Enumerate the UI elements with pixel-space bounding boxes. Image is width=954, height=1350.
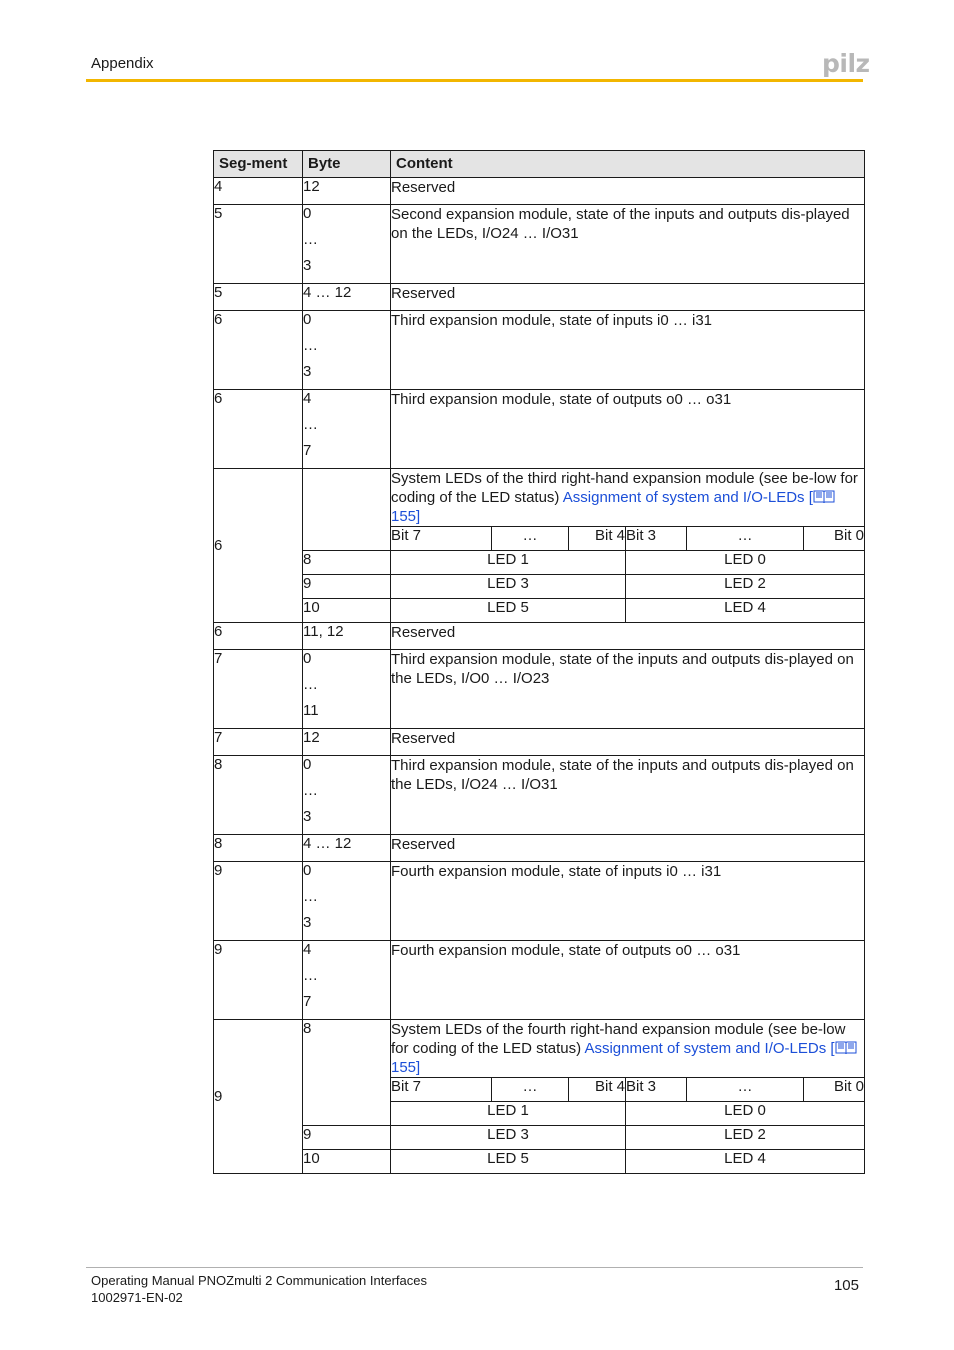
byte-cell: 9 xyxy=(303,1126,391,1150)
segment-table xyxy=(213,150,865,1174)
content-text: Third expansion module, state of the inputs and outputs dis-played on the LEDs, I/O24 … I/O31 xyxy=(391,757,854,793)
content-cell xyxy=(391,623,865,650)
content-text: Reserved xyxy=(391,624,456,641)
content-text: Third expansion module, state of the inputs and outputs dis-played on the LEDs, I/O0 … I/O23 xyxy=(391,651,854,687)
bit-label: Bit 4 xyxy=(569,527,626,551)
bit-label: Bit 0 xyxy=(804,527,865,551)
byte-cell xyxy=(303,756,391,835)
led-high-cell: LED 3 xyxy=(391,1126,626,1150)
byte-value: 7 xyxy=(303,993,312,1010)
byte-value: 0 xyxy=(303,756,312,773)
byte-value: 11, 12 xyxy=(303,623,344,640)
page-reference-link[interactable]: 155] xyxy=(391,1059,421,1076)
pilz-logo: pilz xyxy=(822,49,870,78)
led-low-cell: LED 0 xyxy=(626,1102,865,1126)
led-high-cell: LED 1 xyxy=(391,551,626,575)
led-intro-row xyxy=(214,1020,865,1078)
byte-value: 11 xyxy=(303,702,319,719)
segment-cell: 6 xyxy=(214,623,303,650)
segment-cell: 6 xyxy=(214,469,303,623)
led-high-cell: LED 1 xyxy=(391,1102,626,1126)
led-row xyxy=(214,599,865,623)
table-header-row xyxy=(214,151,865,178)
byte-cell xyxy=(303,835,391,862)
byte-cell xyxy=(303,469,391,551)
content-text: Third expansion module, state of outputs o0 … o31 xyxy=(391,391,732,408)
table-row xyxy=(214,835,865,862)
bit-label: … xyxy=(492,1078,569,1102)
content-text: Reserved xyxy=(391,285,456,302)
assignment-link[interactable]: Assignment of system and I/O-LEDs [ xyxy=(584,1040,835,1057)
byte-cell: 10 xyxy=(303,599,391,623)
led-intro-text: System LEDs of the fourth right-hand expansion module (see be-low for coding of the LED status) xyxy=(391,1021,846,1057)
table-row xyxy=(214,178,865,205)
byte-value: 7 xyxy=(303,442,312,459)
byte-cell xyxy=(303,729,391,756)
bit-label: … xyxy=(492,527,569,551)
content-cell xyxy=(391,756,865,835)
byte-cell xyxy=(303,205,391,284)
table-row xyxy=(214,284,865,311)
table-row xyxy=(214,311,865,390)
byte-cell xyxy=(303,941,391,1020)
byte-value: 4 xyxy=(303,941,312,958)
byte-cell xyxy=(303,284,391,311)
bit-label: Bit 3 xyxy=(626,527,687,551)
byte-value: 12 xyxy=(303,729,320,746)
bit-label: … xyxy=(687,527,804,551)
byte-cell xyxy=(303,311,391,390)
led-intro-row xyxy=(214,469,865,527)
table-row xyxy=(214,623,865,650)
led-low-cell: LED 0 xyxy=(626,551,865,575)
byte-value: 3 xyxy=(303,808,312,825)
header-content: Content xyxy=(391,151,865,178)
table-row xyxy=(214,205,865,284)
segment-cell: 5 xyxy=(214,284,303,311)
segment-cell: 4 xyxy=(214,178,303,205)
bit-label: … xyxy=(687,1078,804,1102)
content-text: Reserved xyxy=(391,730,456,747)
table-row xyxy=(214,862,865,941)
led-low-cell: LED 4 xyxy=(626,599,865,623)
assignment-link[interactable]: Assignment of system and I/O-LEDs [ xyxy=(562,489,813,506)
byte-value: 0 xyxy=(303,650,312,667)
byte-value: … xyxy=(303,888,318,905)
content-cell xyxy=(391,835,865,862)
led-row xyxy=(214,551,865,575)
byte-cell xyxy=(303,623,391,650)
byte-value: … xyxy=(303,967,318,984)
page-reference-link[interactable]: 155] xyxy=(391,508,421,525)
led-intro-text: System LEDs of the third right-hand expansion module (see be-low for coding of the LED status) xyxy=(391,470,858,506)
led-high-cell: LED 5 xyxy=(391,1150,626,1174)
content-cell xyxy=(391,650,865,729)
segment-cell: 9 xyxy=(214,941,303,1020)
bit-label: Bit 7 xyxy=(391,527,492,551)
byte-cell: 10 xyxy=(303,1150,391,1174)
content-cell xyxy=(391,178,865,205)
byte-value: 4 … 12 xyxy=(303,835,352,852)
footer-title: Operating Manual PNOZmulti 2 Communication Interfaces xyxy=(91,1273,427,1288)
table-row xyxy=(214,650,865,729)
byte-value: … xyxy=(303,337,318,354)
byte-value: … xyxy=(303,676,318,693)
byte-cell xyxy=(303,390,391,469)
table-row xyxy=(214,729,865,756)
content-cell xyxy=(391,284,865,311)
bit-label: Bit 4 xyxy=(569,1078,626,1102)
byte-value: 4 … 12 xyxy=(303,284,352,301)
led-row xyxy=(214,1150,865,1174)
segment-cell: 8 xyxy=(214,756,303,835)
content-text: Reserved xyxy=(391,836,456,853)
led-high-cell: LED 5 xyxy=(391,599,626,623)
header-section: Appendix xyxy=(91,55,154,72)
byte-cell: 8 xyxy=(303,1020,391,1126)
book-icon[interactable] xyxy=(813,489,835,504)
byte-cell xyxy=(303,862,391,941)
content-cell xyxy=(391,205,865,284)
led-row xyxy=(214,575,865,599)
byte-value: 0 xyxy=(303,862,312,879)
led-low-cell: LED 2 xyxy=(626,575,865,599)
byte-value: 12 xyxy=(303,178,320,195)
bit-label: Bit 3 xyxy=(626,1078,687,1102)
byte-value: 3 xyxy=(303,914,312,931)
byte-value: … xyxy=(303,416,318,433)
table-row xyxy=(214,756,865,835)
table-row xyxy=(214,941,865,1020)
byte-value: 4 xyxy=(303,390,312,407)
page-number: 105 xyxy=(833,1277,859,1294)
content-text: Reserved xyxy=(391,179,456,196)
led-intro-cell xyxy=(391,1020,865,1078)
bit-label: Bit 0 xyxy=(804,1078,865,1102)
content-text: Third expansion module, state of inputs i0 … i31 xyxy=(391,312,713,329)
led-low-cell: LED 2 xyxy=(626,1126,865,1150)
byte-value: … xyxy=(303,231,318,248)
content-cell xyxy=(391,390,865,469)
byte-value: 0 xyxy=(303,205,312,222)
byte-cell: 8 xyxy=(303,551,391,575)
table-row xyxy=(214,390,865,469)
segment-cell: 8 xyxy=(214,835,303,862)
header-byte: Byte xyxy=(303,151,391,178)
led-high-cell: LED 3 xyxy=(391,575,626,599)
header-rule xyxy=(86,79,863,82)
content-cell xyxy=(391,311,865,390)
segment-cell: 7 xyxy=(214,729,303,756)
content-cell xyxy=(391,941,865,1020)
segment-cell: 6 xyxy=(214,390,303,469)
byte-value: 0 xyxy=(303,311,312,328)
led-low-cell: LED 4 xyxy=(626,1150,865,1174)
segment-cell: 5 xyxy=(214,205,303,284)
byte-cell xyxy=(303,178,391,205)
led-intro-cell xyxy=(391,469,865,527)
footer-doc-number: 1002971-EN-02 xyxy=(91,1290,183,1305)
led-row xyxy=(214,1126,865,1150)
content-cell xyxy=(391,729,865,756)
segment-cell: 9 xyxy=(214,862,303,941)
byte-cell: 9 xyxy=(303,575,391,599)
content-cell xyxy=(391,862,865,941)
byte-cell xyxy=(303,650,391,729)
footer-rule xyxy=(86,1267,863,1268)
byte-value: … xyxy=(303,782,318,799)
content-text: Fourth expansion module, state of outputs o0 … o31 xyxy=(391,942,741,959)
segment-cell: 7 xyxy=(214,650,303,729)
header-segment: Seg-ment xyxy=(214,151,303,178)
bit-label: Bit 7 xyxy=(391,1078,492,1102)
byte-value: 3 xyxy=(303,257,312,274)
content-text: Second expansion module, state of the inputs and outputs dis-played on the LEDs, I/O24 … I/O31 xyxy=(391,206,850,242)
segment-cell: 9 xyxy=(214,1020,303,1174)
content-text: Fourth expansion module, state of inputs i0 … i31 xyxy=(391,863,722,880)
byte-value: 3 xyxy=(303,363,312,380)
segment-cell: 6 xyxy=(214,311,303,390)
book-icon[interactable] xyxy=(835,1040,857,1055)
